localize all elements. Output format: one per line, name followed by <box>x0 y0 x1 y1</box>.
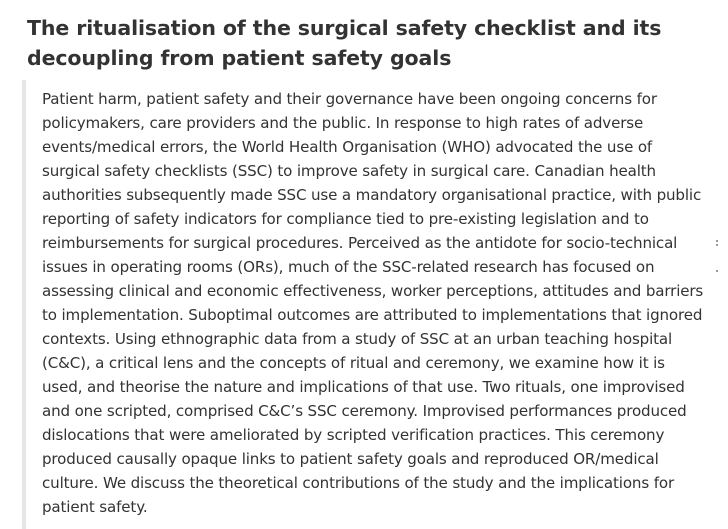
abstract-text: Patient harm, patient safety and their governance have been ongoing concerns for policymakers, care providers and the public. In response to high rates of adverse events/medical errors, the World Health Organisation (WHO) advocated the use of surgical safety checklists (SSC) to improve safety in surgical care. Canadian health authorities subsequently made SSC use a mandatory organisational practice, with public reporting of safety indicators for compliance tied to pre-existing legislation and to reimbursements for surgical procedures. Perceived as the antidote for socio-technical issues in operating rooms (ORs), much of the SSC-related research has focused on assessing clinical and economic effectiveness, worker perceptions, attitudes and barriers to implementation. Suboptimal outcomes are attributed to implementations that ignored contexts. Using ethnographic data from a study of SSC at an urban teaching hospital (C&C), a critical lens and the concepts of ritual and ceremony, we examine how it is used, and theorise the nature and implications of that use. Two rituals, one improvised and one scripted, comprised C&C’s SSC ceremony. Improvised performances produced dislocations that were ameliorated by scripted verification practices. This ceremony produced causally opaque links to patient safety goals and reproduced OR/medical culture. We discuss the theoretical contributions of the study and the implications for patient safety. <box>42 90 704 516</box>
scrollbar-marker <box>716 240 718 242</box>
article-title: The ritualisation of the surgical safety checklist and its decoupling from patient safety goals <box>27 16 662 70</box>
scrollbar-marker <box>716 244 718 246</box>
scrollbar-marker <box>716 270 718 272</box>
abstract-blockquote <box>22 80 712 529</box>
